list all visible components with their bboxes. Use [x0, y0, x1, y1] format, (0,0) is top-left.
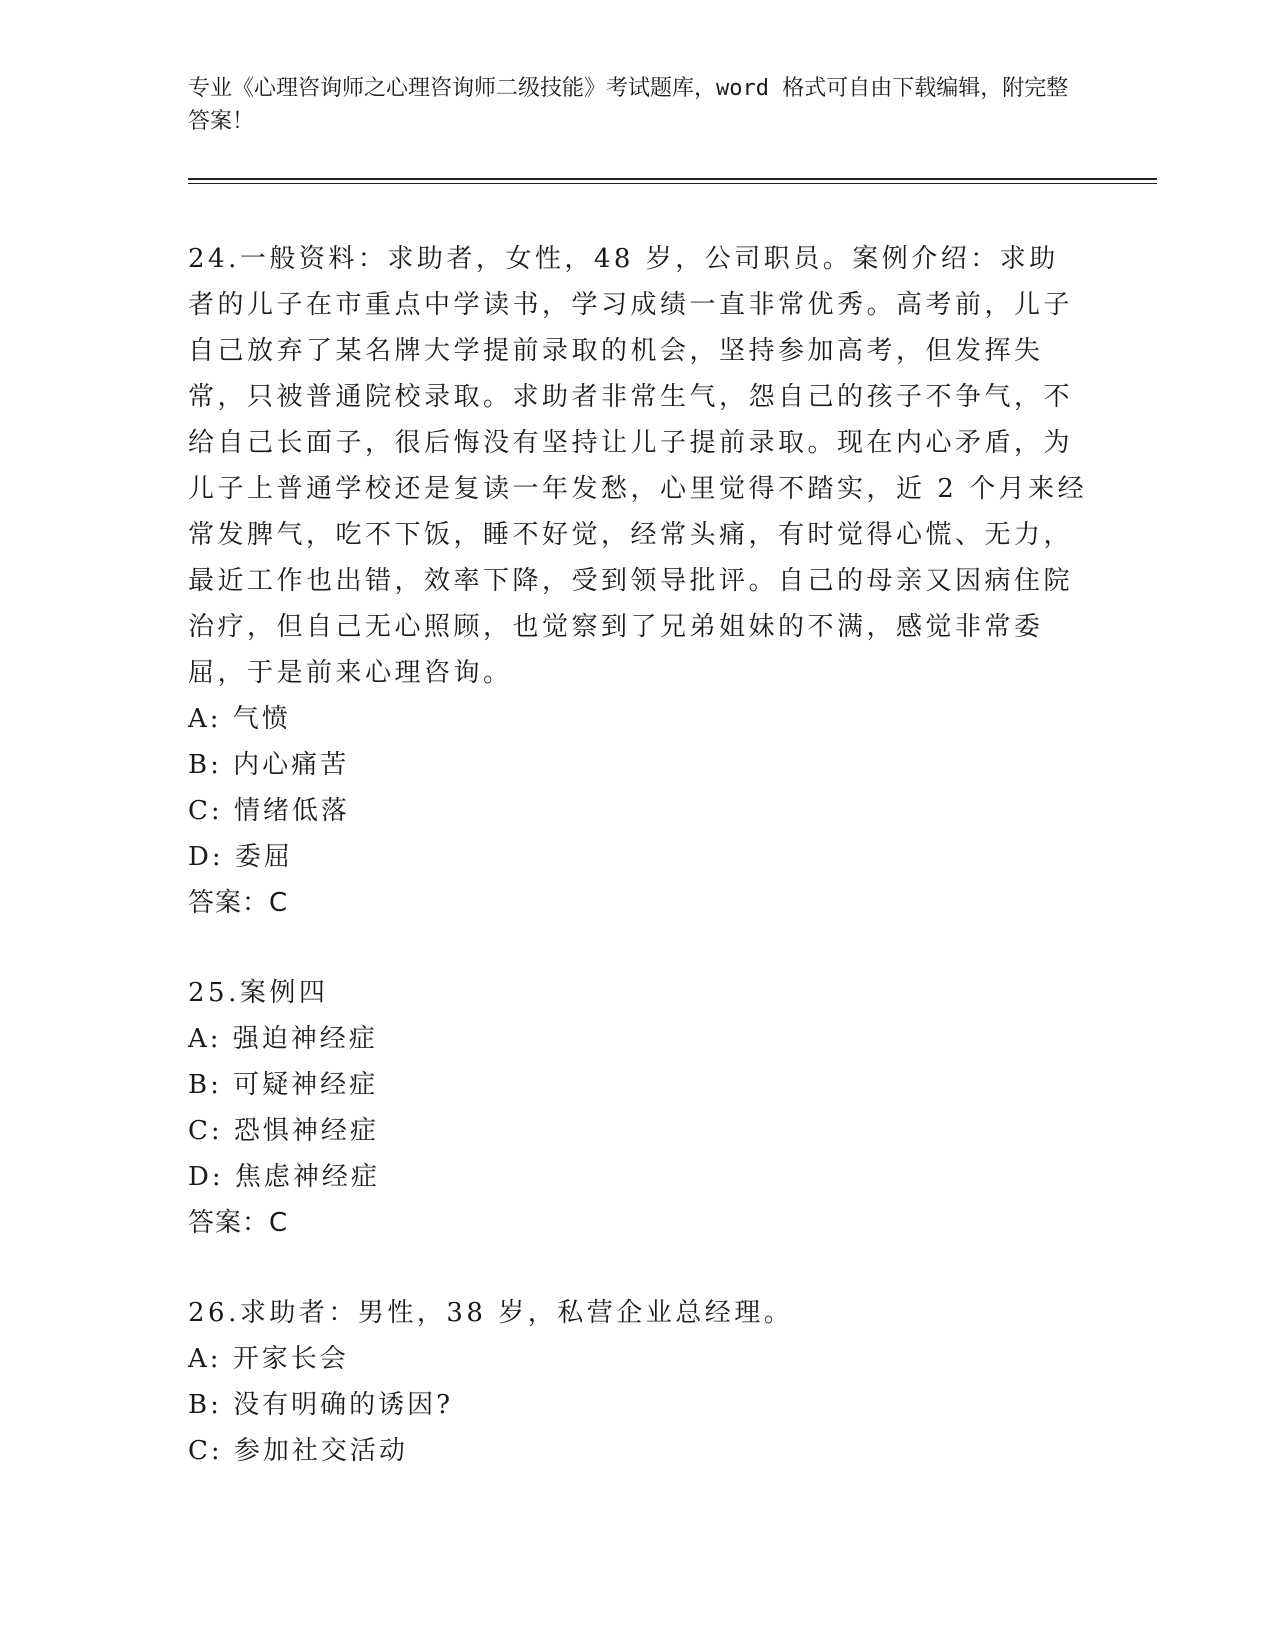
option-d: D: 委屈 [188, 842, 293, 872]
option-b: B: 没有明确的诱因? [188, 1390, 454, 1420]
question-spacer [188, 1246, 1088, 1290]
option-a: A: 开家长会 [188, 1344, 349, 1374]
option-c: C: 恐惧神经症 [188, 1116, 379, 1146]
header-divider-thin [188, 183, 1157, 184]
option-b: B: 可疑神经症 [188, 1070, 379, 1100]
option-d: D: 焦虑神经症 [188, 1162, 380, 1192]
answer-line: 答案：C [188, 888, 289, 918]
page-header [188, 72, 1088, 138]
header-title: 专业《心理咨询师之心理咨询师二级技能》考试题库，word 格式可自由下载编辑，附完整答案！ [188, 76, 1069, 134]
option-c: C: 参加社交活动 [188, 1436, 408, 1466]
question-stem: 25.案例四 [188, 978, 329, 1008]
question-stem: 26.求助者：男性，38 岁，私营企业总经理。 [188, 1298, 794, 1328]
answer-line: 答案：C [188, 1208, 289, 1238]
question-spacer [188, 926, 1088, 970]
option-b: B: 内心痛苦 [188, 750, 350, 780]
question-24 [188, 236, 1088, 926]
question-stem: 24.一般资料：求助者，女性，48 岁，公司职员。案例介绍：求助者的儿子在市重点中学读书，学习成绩一直非常优秀。高考前，儿子自己放弃了某名牌大学提前录取的机会，坚持参加高考，但发挥失常，只被普通院校录取。求助者非常生气，怨自己的孩子不争气，不给自己长面子，很后悔没有坚持让儿子提前录取。现在内心矛盾，为儿子上普通学校还是复读一年发愁，心里觉得不踏实，近 2 个月来经常发脾气，吃不下饭，睡不好觉，经常头痛，有时觉得心慌、无力，最近工作也出错，效率下降，受到领导批评。自己的母亲又因病住院治疗，但自己无心照顾，也觉察到了兄弟姐妹的不满，感觉非常委屈，于是前来心理咨询。 [188, 244, 1088, 688]
question-25 [188, 970, 1088, 1246]
option-a: A: 气愤 [188, 704, 291, 734]
question-list [188, 236, 1088, 1474]
option-a: A: 强迫神经症 [188, 1024, 378, 1054]
option-c: C: 情绪低落 [188, 796, 350, 826]
question-26 [188, 1290, 1088, 1474]
header-divider [188, 178, 1157, 180]
